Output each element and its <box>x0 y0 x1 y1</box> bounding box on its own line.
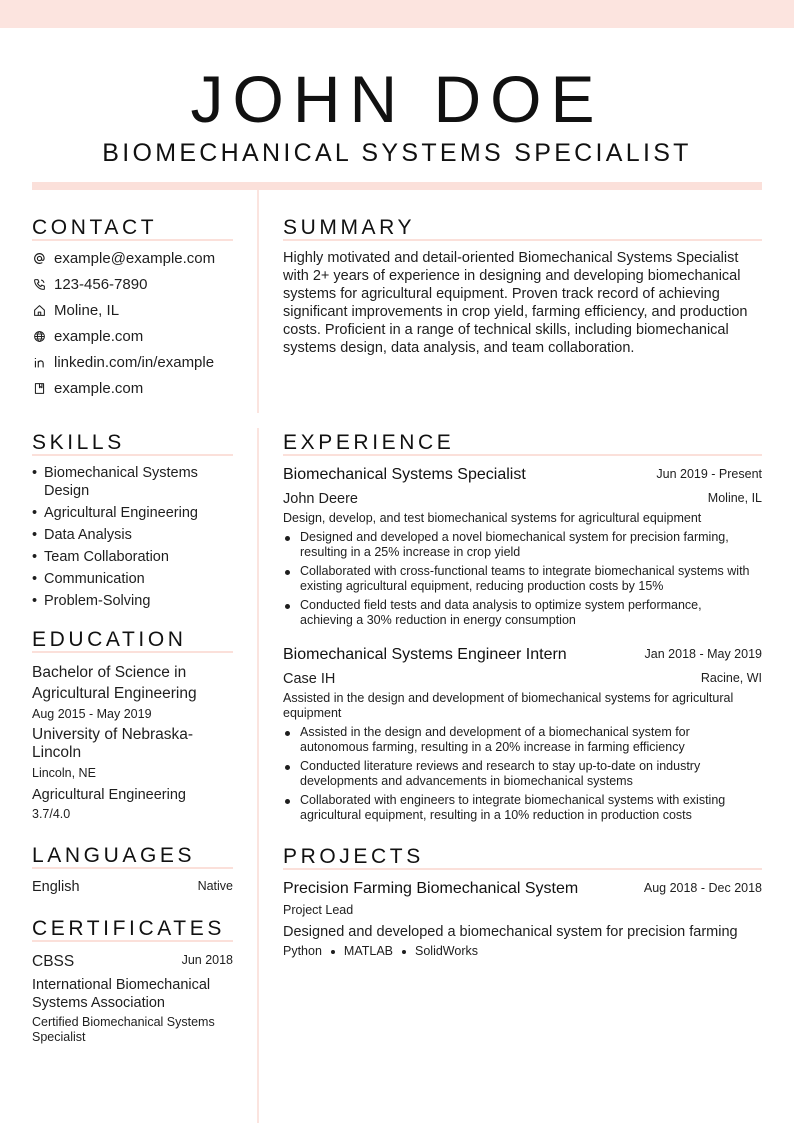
candidate-title: BIOMECHANICAL SYSTEMS SPECIALIST <box>102 139 692 167</box>
job-bullet: Designed and developed a novel biomechanical system for precision farming, resulting in a 25% increase in crop yield <box>283 530 753 560</box>
contact-heading-rule <box>32 239 233 241</box>
summary-text: Highly motivated and detail-oriented Biomechanical Systems Specialist with 2+ years of experience in designing and developing biomechanical systems for agricultural equipment. Proven track record of achieving significant improvements in crop yield, farming efficiency, and production costs. Proficient in a range of technical skills, including biomechanical systems design, data analysis, and team collaboration. <box>283 250 748 356</box>
contact-heading: CONTACT <box>32 216 158 239</box>
education-major: Agricultural Engineering <box>32 787 186 803</box>
skills-list <box>32 464 232 614</box>
projects-heading: PROJECTS <box>283 845 424 868</box>
contact-location <box>32 300 119 320</box>
contact-portfolio-text: example.com <box>54 379 144 397</box>
education-heading-rule <box>32 651 233 653</box>
skills-heading-rule <box>32 454 233 456</box>
job-bullet: Collaborated with engineers to integrate biomechanical systems with existing agricultural equipment, resulting in a 10% reduction in production costs <box>283 793 753 823</box>
contact-linkedin[interactable] <box>32 352 214 372</box>
job-description: Assisted in the design and development of biomechanical systems for agricultural equipment <box>283 691 734 720</box>
skill-item: • Team Collaboration <box>32 548 232 566</box>
job-company: John Deere <box>283 491 358 507</box>
project-tool: SolidWorks <box>415 944 478 958</box>
job-bullets <box>283 530 753 632</box>
job-bullet: Conducted field tests and data analysis to optimize system performance, achieving a 30% reduction in energy consumption <box>283 598 753 628</box>
job-bullet: Assisted in the design and development of a biomechanical system for autonomous farming, resulting in a 20% increase in farming efficiency <box>283 725 753 755</box>
job-location: Racine, WI <box>700 671 762 685</box>
contact-portfolio[interactable] <box>32 378 143 398</box>
project-tools <box>283 944 478 959</box>
contact-linkedin-text: linkedin.com/in/example <box>54 353 215 371</box>
skills-heading: SKILLS <box>32 431 125 454</box>
education-location: Lincoln, NE <box>32 766 96 780</box>
top-accent-bar <box>0 0 794 28</box>
job-dates: Jun 2019 - Present <box>656 467 762 481</box>
certificate-name: CBSS <box>32 953 75 970</box>
column-divider-top <box>257 190 259 413</box>
skill-item: • Biomechanical Systems Design <box>32 464 232 500</box>
globe-icon <box>32 329 46 343</box>
job-title: Biomechanical Systems Engineer Intern <box>283 646 567 663</box>
project-role: Project Lead <box>283 903 354 917</box>
at-icon <box>32 251 46 265</box>
home-icon <box>32 303 46 317</box>
skill-item: • Communication <box>32 570 232 588</box>
linkedin-icon <box>32 355 46 369</box>
education-heading: EDUCATION <box>32 628 187 651</box>
contact-email[interactable] <box>32 248 215 268</box>
skill-item: • Data Analysis <box>32 526 232 544</box>
certificate-date: Jun 2018 <box>181 953 233 967</box>
languages-heading: LANGUAGES <box>32 844 196 867</box>
tool-separator <box>331 950 335 954</box>
language-level: Native <box>197 879 233 893</box>
experience-heading-rule <box>283 454 762 456</box>
portfolio-icon <box>32 381 46 395</box>
languages-heading-rule <box>32 867 233 869</box>
contact-phone[interactable] <box>32 274 147 294</box>
certificate-full-name: Certified Biomechanical Systems Specialist <box>32 1015 215 1044</box>
language-name: English <box>32 879 80 895</box>
tool-separator <box>402 950 406 954</box>
summary-heading: SUMMARY <box>283 216 416 239</box>
skill-item: • Problem-Solving <box>32 592 232 610</box>
project-tool: Python <box>283 944 322 958</box>
contact-website-text: example.com <box>54 327 144 345</box>
project-title: Precision Farming Biomechanical System <box>283 880 579 897</box>
skill-item: • Agricultural Engineering <box>32 504 232 522</box>
certificates-heading: CERTIFICATES <box>32 917 225 940</box>
project-dates: Aug 2018 - Dec 2018 <box>643 881 762 895</box>
job-bullet: Collaborated with cross-functional teams to integrate biomechanical systems with existing agricultural equipment, reducing production costs by 15% <box>283 564 753 594</box>
job-description: Design, develop, and test biomechanical systems for agricultural equipment <box>283 511 702 525</box>
contact-email-text: example@example.com <box>54 249 216 267</box>
job-dates: Jan 2018 - May 2019 <box>644 647 762 661</box>
job-company: Case IH <box>283 671 336 687</box>
education-dates: Aug 2015 - May 2019 <box>32 707 152 721</box>
projects-heading-rule <box>283 868 762 870</box>
candidate-name: JOHN DOE <box>190 62 604 136</box>
contact-phone-text: 123-456-7890 <box>54 275 148 293</box>
contact-website[interactable] <box>32 326 143 346</box>
column-divider-bottom <box>257 428 259 1123</box>
certificates-heading-rule <box>32 940 233 942</box>
project-description: Designed and developed a biomechanical system for precision farming <box>283 924 738 940</box>
summary-heading-rule <box>283 239 762 241</box>
certificate-issuer: International Biomechanical Systems Association <box>32 977 211 1011</box>
job-location: Moline, IL <box>707 491 762 505</box>
education-gpa: 3.7/4.0 <box>32 807 71 821</box>
contact-location-text: Moline, IL <box>54 301 120 319</box>
experience-heading: EXPERIENCE <box>283 431 455 454</box>
header-divider <box>32 182 762 190</box>
project-tool: MATLAB <box>343 944 394 958</box>
education-degree: Bachelor of Science in Agricultural Engineering <box>32 664 197 702</box>
education-school: University of Nebraska-Lincoln <box>32 726 194 761</box>
phone-icon <box>32 277 46 291</box>
job-title: Biomechanical Systems Specialist <box>283 466 526 483</box>
job-bullet: Conducted literature reviews and research to stay up-to-date on industry developments and advancements in biomechanical systems <box>283 759 753 789</box>
job-bullets <box>283 725 753 827</box>
